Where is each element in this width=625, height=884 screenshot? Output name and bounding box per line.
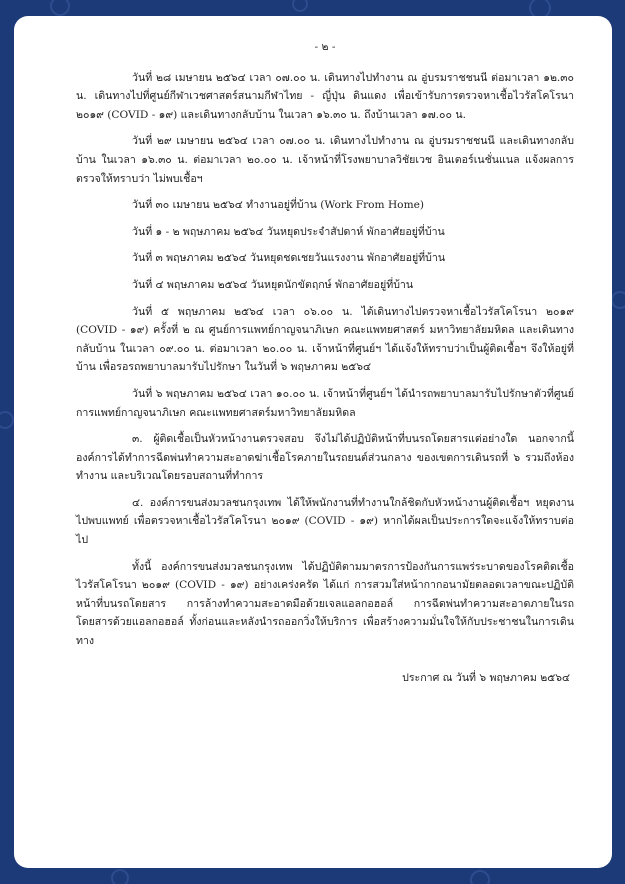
paragraph: ทั้งนี้ องค์การขนส่งมวลชนกรุงเทพ ได้ปฏิบัติตามมาตรการป้องกันการแพร่ระบาดของโรคติดเชื้อไวรัสโคโรนา ๒๐๑๙ (COVID - ๑๙) อย่างเคร่งครัด ได้แก่ การสวมใส่หน้ากากอนามัยตลอดเวลาขณะปฏิบัติหน้าที่บนรถโดยสาร การล้างทำความสะอาดมือด้วยเจลแอลกอฮอล์ การฉีดพ่นทำความสะอาดภายในรถโดยสารด้วยแอลกอฮอล์ ทั้งก่อนและหลังนำรถออกวิ่งให้บริการ เพื่อสร้างความมั่นใจให้กับประชาชนในการเดินทาง	[76, 560, 574, 648]
paragraph: วันที่ ๖ พฤษภาคม ๒๕๖๔ เวลา ๑๐.๐๐ น. เจ้าหน้าที่ศูนย์ฯ ได้นำรถพยาบาลมารับไปรักษาตัวที่ศูนย์การแพทย์กาญจนาภิเษก คณะแพทยศาสตร์มหาวิทยาลัยมหิดล	[76, 387, 574, 419]
closing-date: ประกาศ ณ วันที่ ๖ พฤษภาคม ๒๕๖๔	[402, 671, 570, 684]
paragraph: วันที่ ๒๘ เมษายน ๒๕๖๔ เวลา ๐๗.๐๐ น. เดินทางไปทำงาน ณ อู่บรมราชชนนี ต่อมาเวลา ๑๒.๓๐ น. เดินทางไปที่ศูนย์กีฬาเวชศาสตร์สนามกีฬาไทย - ญี่ปุ่น ดินแดง เพื่อเข้ารับการตรวจหาเชื้อไวรัสโคโรนา ๒๐๑๙ (COVID - ๑๙) และเดินทางกลับบ้าน ในเวลา ๑๖.๓๐ น. ถึงบ้านเวลา ๑๗.๐๐ น.	[76, 71, 574, 121]
paragraph: วันที่ ๕ พฤษภาคม ๒๕๖๔ เวลา ๐๖.๐๐ น. ได้เดินทางไปตรวจหาเชื้อไวรัสโคโรนา ๒๐๑๙ (COVID - ๑๙) ครั้งที่ ๒ ณ ศูนย์การแพทย์กาญจนาภิเษก คณะแพทยศาสตร์ มหาวิทยาลัยมหิดล และเดินทางกลับบ้าน ในเวลา ๐๙.๐๐ น. ต่อมาเวลา ๒๐.๐๐ น. เจ้าหน้าที่ศูนย์ฯ ได้แจ้งให้ทราบว่าเป็นผู้ติดเชื้อฯ จึงให้อยู่ที่บ้าน เพื่อรอรถพยาบาลมารับไปรักษา ในวันที่ ๖ พฤษภาคม ๒๕๖๔	[76, 305, 574, 374]
paragraph: วันที่ ๒๙ เมษายน ๒๕๖๔ เวลา ๐๗.๐๐ น. เดินทางไปทำงาน ณ อู่บรมราชชนนี และเดินทางกลับบ้าน ในเวลา ๑๖.๓๐ น. ต่อมาเวลา ๒๐.๐๐ น. เจ้าหน้าที่โรงพยาบาลวิชัยเวช อินเตอร์เนชั่นแนล แจ้งผลการตรวจให้ทราบว่า ไม่พบเชื้อฯ	[76, 135, 574, 185]
paragraph: ๔. องค์การขนส่งมวลชนกรุงเทพ ได้ให้พนักงานที่ทำงานใกล้ชิดกับหัวหน้างานผู้ติดเชื้อฯ หยุดงานไปพบแพทย์ เพื่อตรวจหาเชื้อไวรัสโคโรนา ๒๐๑๙ (COVID - ๑๙) หากได้ผลเป็นประการใดจะแจ้งให้ทราบต่อไป	[76, 496, 574, 547]
page-number: - ๒ -	[314, 41, 336, 53]
sub-item: วันที่ ๑ - ๒ พฤษภาคม ๒๕๖๔ วันหยุดประจำสัปดาห์ พักอาศัยอยู่ที่บ้าน	[132, 225, 445, 238]
document-content	[76, 38, 574, 687]
sub-item: วันที่ ๓ พฤษภาคม ๒๕๖๔ วันหยุดชดเชยวันแรงงาน พักอาศัยอยู่ที่บ้าน	[132, 252, 446, 265]
document-page	[14, 16, 612, 868]
sub-item: วันที่ ๓๐ เมษายน ๒๕๖๔ ทำงานอยู่ที่บ้าน (Work From Home)	[132, 199, 425, 212]
sub-item: วันที่ ๔ พฤษภาคม ๒๕๖๔ วันหยุดนักขัตฤกษ์ พักอาศัยอยู่ที่บ้าน	[132, 278, 414, 291]
paragraph: ๓. ผู้ติดเชื้อเป็นหัวหน้างานตรวจสอบ จึงไม่ได้ปฏิบัติหน้าที่บนรถโดยสารแต่อย่างใด นอกจากนี้ องค์การได้ทำการฉีดพ่นทำความสะอาดฆ่าเชื้อโรคภายในรถยนต์ส่วนกลาง ของเขตการเดินรถที่ ๖ รวมถึงห้องทำงาน และบริเวณโดยรอบสถานที่ทำการ	[76, 433, 574, 483]
